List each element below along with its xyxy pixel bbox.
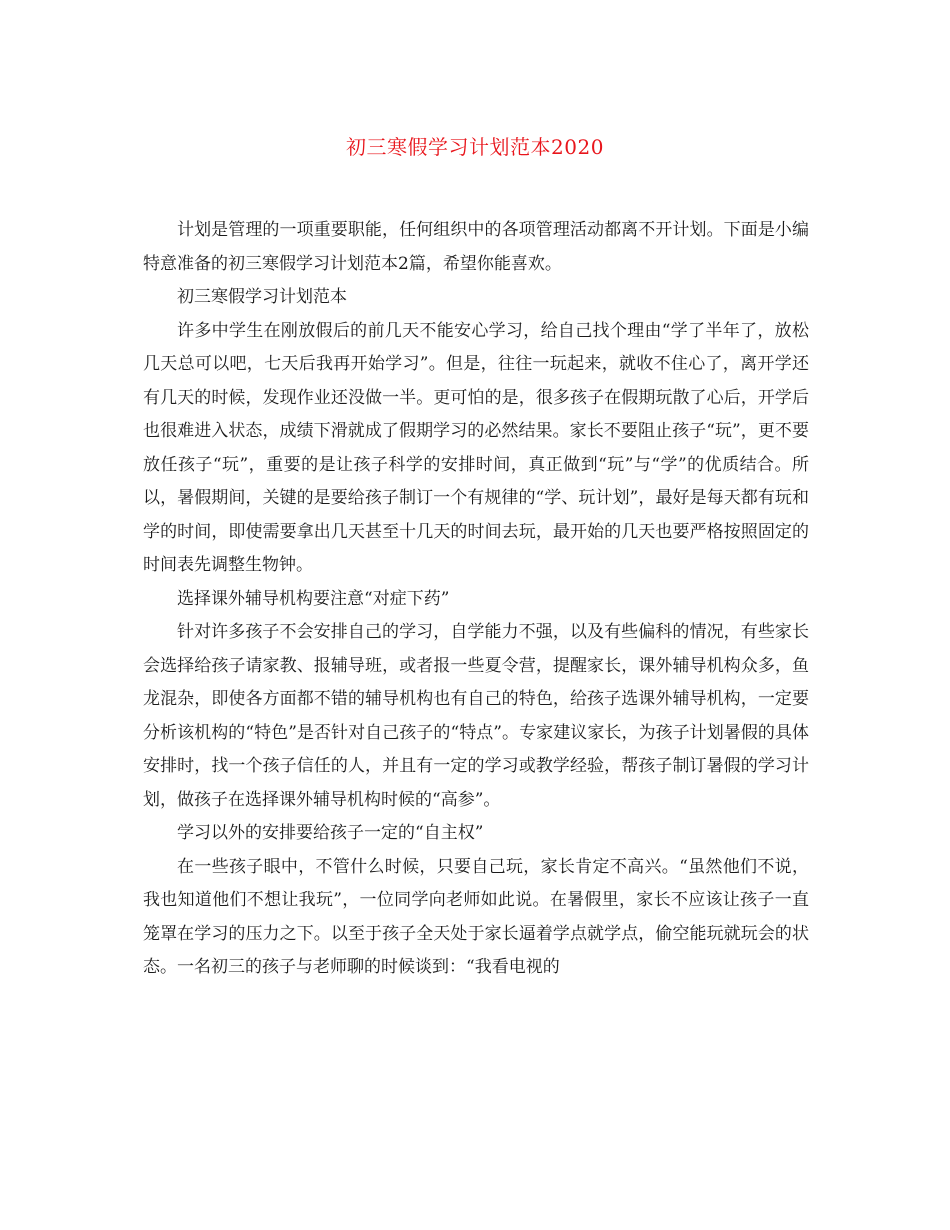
section-heading-tutoring: 选择课外辅导机构要注意“对症下药” — [177, 588, 450, 609]
paragraph-tutoring: 针对许多孩子不会安排自己的学习，自学能力不强，以及有些偏科的情况，有些家长会选择给孩子请家教、报辅导班，或者报一些夏令营，提醒家长，课外辅导机构众多，鱼龙混杂，即使各方面都不错的辅导机构也有自己的特色，给孩子选课外辅导机构，一定要分析该机构的“特色”是否针对自己孩子的“特点”。专家建议家长，为孩子计划暑假的具体安排时，找一个孩子信任的人，并且有一定的学习或教学经验，帮孩子制订暑假的学习计划，做孩子在选择课外辅导机构时候的“高参”。 — [143, 622, 809, 810]
paragraph-play-and-study: 许多中学生在刚放假后的前几天不能安心学习，给自己找个理由“学了半年了，放松几天总可以吧，七天后我再开始学习”。但是，往往一玩起来，就收不住心了，离开学还有几天的时候，发现作业还没做一半。更可怕的是，很多孩子在假期玩散了心后，开学后也很难进入状态，成绩下滑就成了假期学习的必然结果。家长不要阻止孩子“玩”，更不要放任孩子“玩”，重要的是让孩子科学的安排时间，真正做到“玩”与“学”的优质结合。所以，暑假期间，关键的是要给孩子制订一个有规律的“学、玩计划”，最好是每天都有玩和学的时间，即使需要拿出几天甚至十几天的时间去玩，最开始的几天也要严格按照固定的时间表先调整生物钟。 — [143, 320, 809, 575]
section-heading-autonomy: 学习以外的安排要给孩子一定的“自主权” — [177, 823, 484, 843]
paragraph-intro: 计划是管理的一项重要职能，任何组织中的各项管理活动都离不开计划。下面是小编特意准备的初三寒假学习计划范本2篇，希望你能喜欢。 — [143, 220, 809, 274]
document-body — [143, 214, 809, 985]
document-title: 初三寒假学习计划范本2020 — [346, 135, 604, 159]
paragraph-autonomy: 在一些孩子眼中，不管什么时候，只要自己玩，家长肯定不高兴。“虽然他们不说，我也知道他们不想让我玩”，一位同学向老师如此说。在暑假里，家长不应该让孩子一直笼罩在学习的压力之下。以至于孩子全天处于家长逼着学点就学点，偷空能玩就玩会的状态。一名初三的孩子与老师聊的时候谈到：“我看电视的 — [143, 856, 809, 977]
section-heading-plan: 初三寒假学习计划范本 — [177, 287, 347, 307]
